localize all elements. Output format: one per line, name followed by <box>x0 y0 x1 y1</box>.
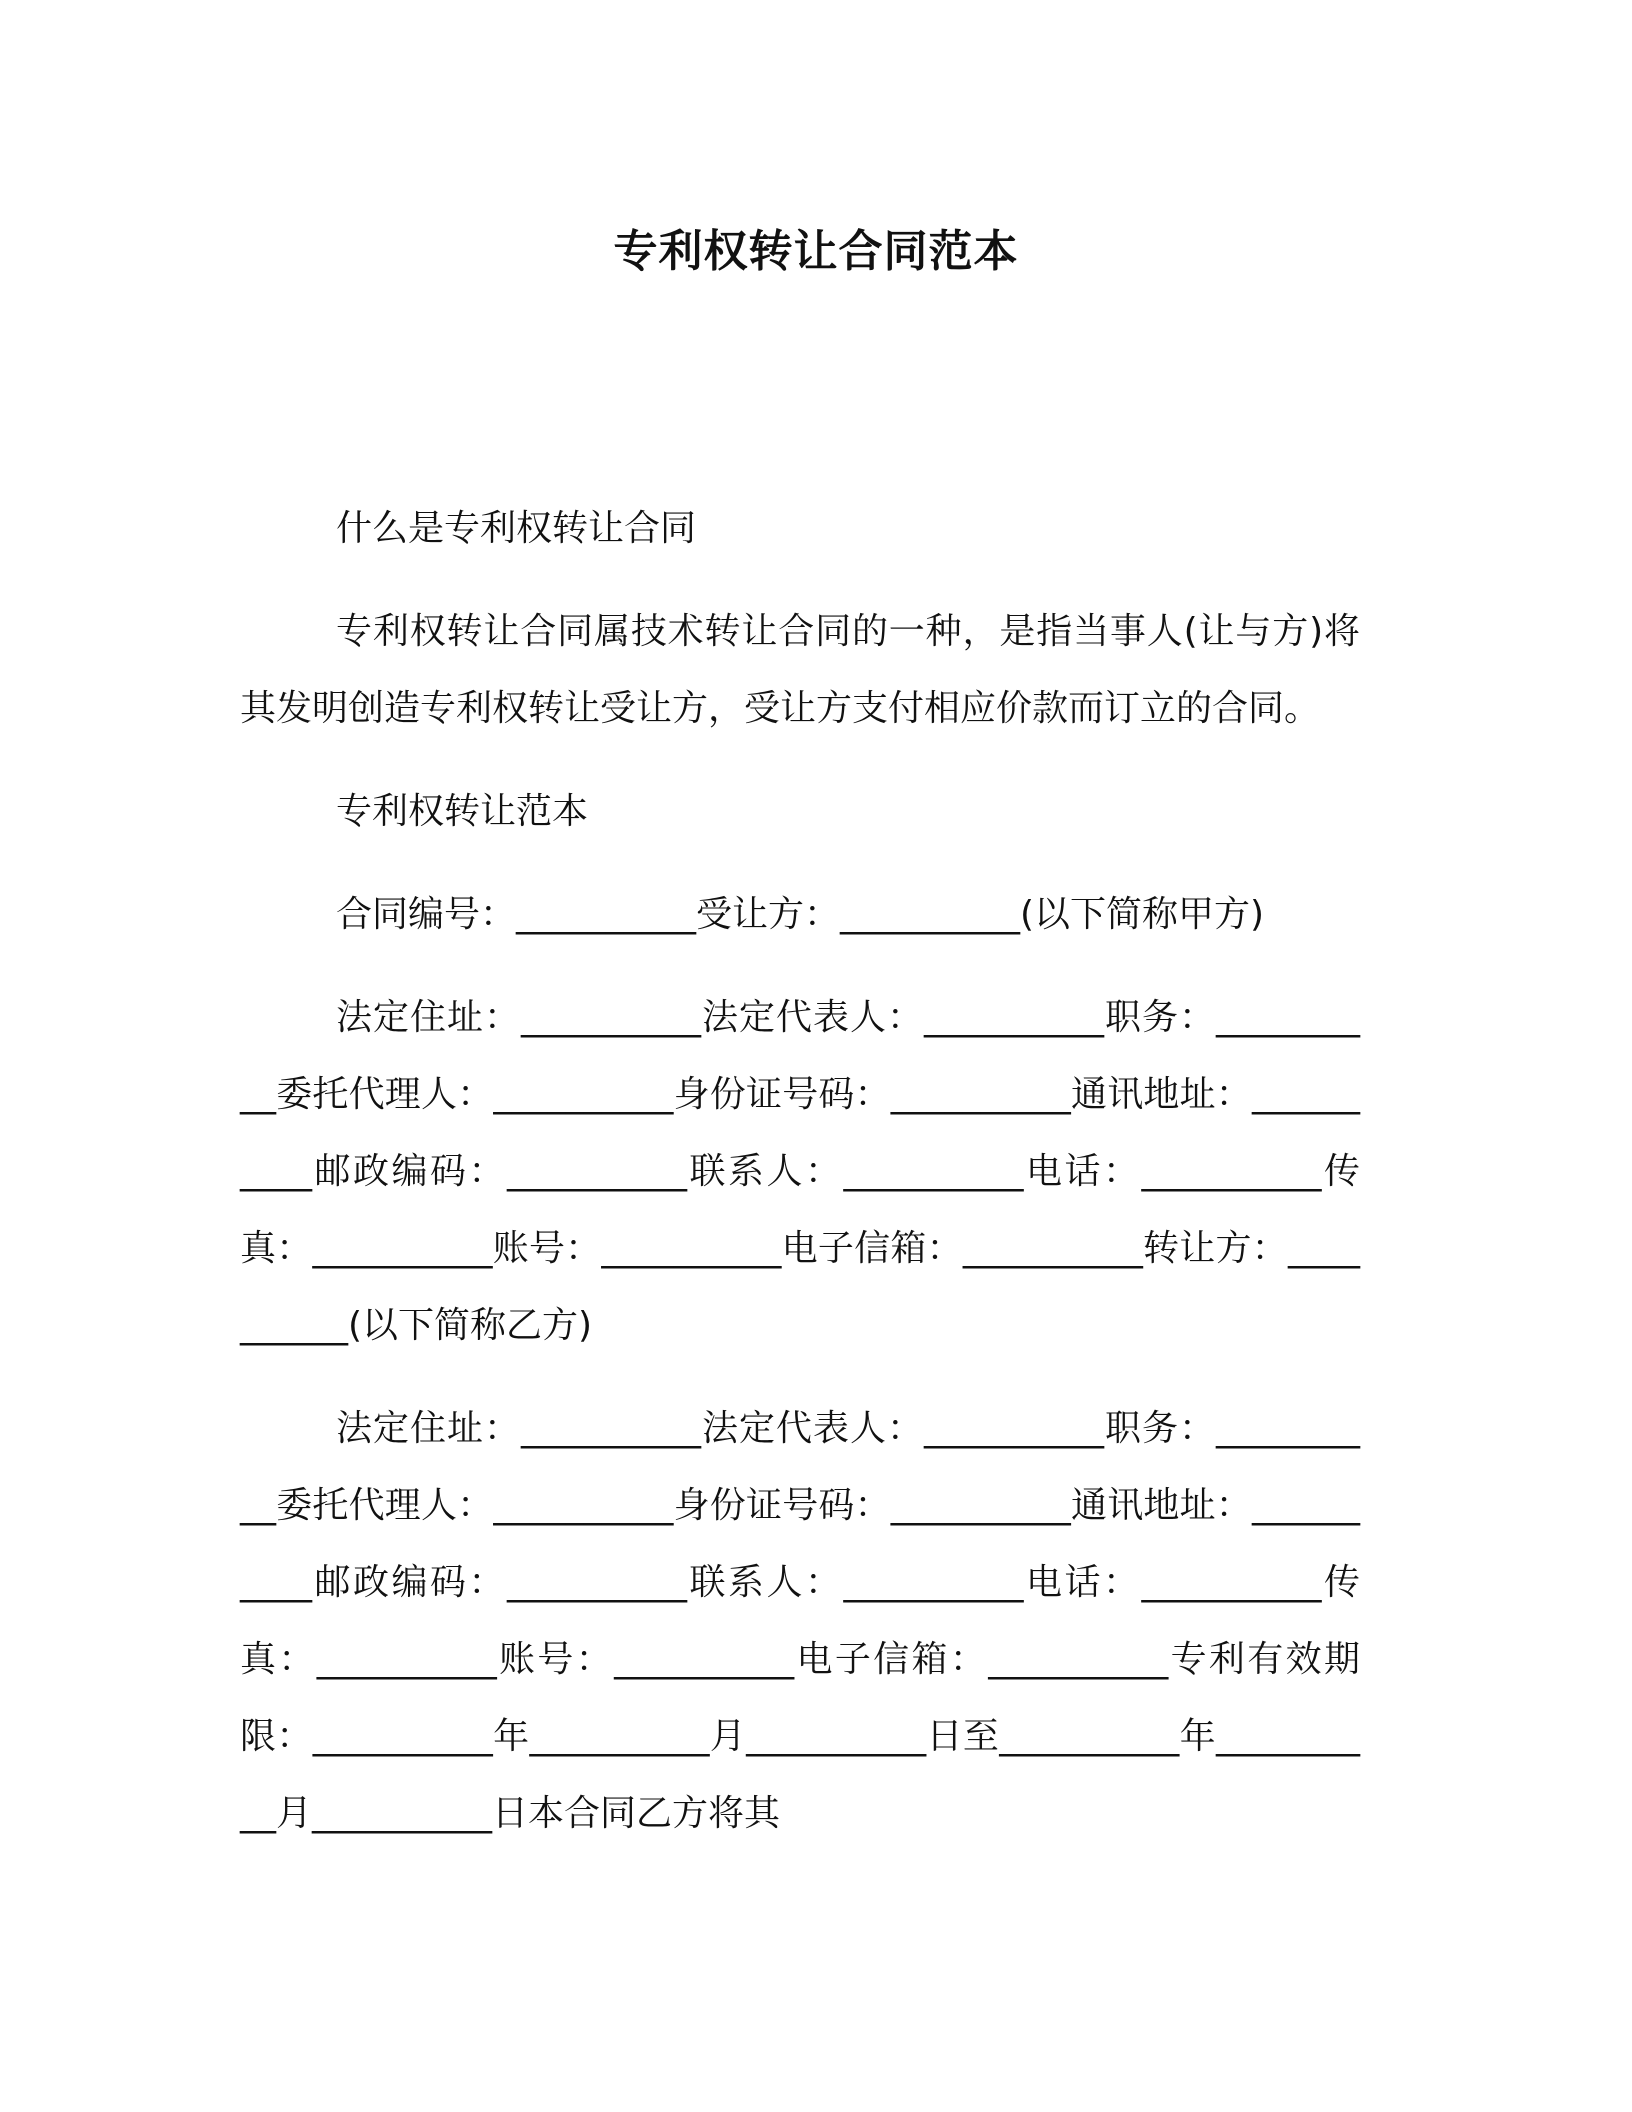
document-title: 专利权转让合同范本 <box>613 226 1019 277</box>
section-heading-what-is: 什么是专利权转让合同 <box>336 508 697 549</box>
party-b-details: 法定住址：__________法定代表人：__________职务：__________委托代理人：__________身份证号码：__________通讯地址：__________邮政编码：__________联系人：__________电话：__________传真：__________账号：__________电子信箱：__________专利有效期限：__________年__________月__________日至__________年__________月__________日本合同乙方将其 <box>240 1408 1360 1834</box>
section-heading-template: 专利权转让范本 <box>336 791 589 832</box>
definition-paragraph: 专利权转让合同属技术转让合同的一种，是指当事人(让与方)将其发明创造专利权转让受让方，受让方支付相应价款而订立的合同。 <box>240 611 1360 729</box>
document-body <box>240 490 1360 1878</box>
party-a-details: 法定住址：__________法定代表人：__________职务：__________委托代理人：__________身份证号码：__________通讯地址：__________邮政编码：__________联系人：__________电话：__________传真：__________账号：__________电子信箱：__________转让方：__________(以下简称乙方) <box>240 997 1360 1346</box>
contract-number-line: 合同编号：__________受让方：__________(以下简称甲方) <box>336 894 1265 935</box>
